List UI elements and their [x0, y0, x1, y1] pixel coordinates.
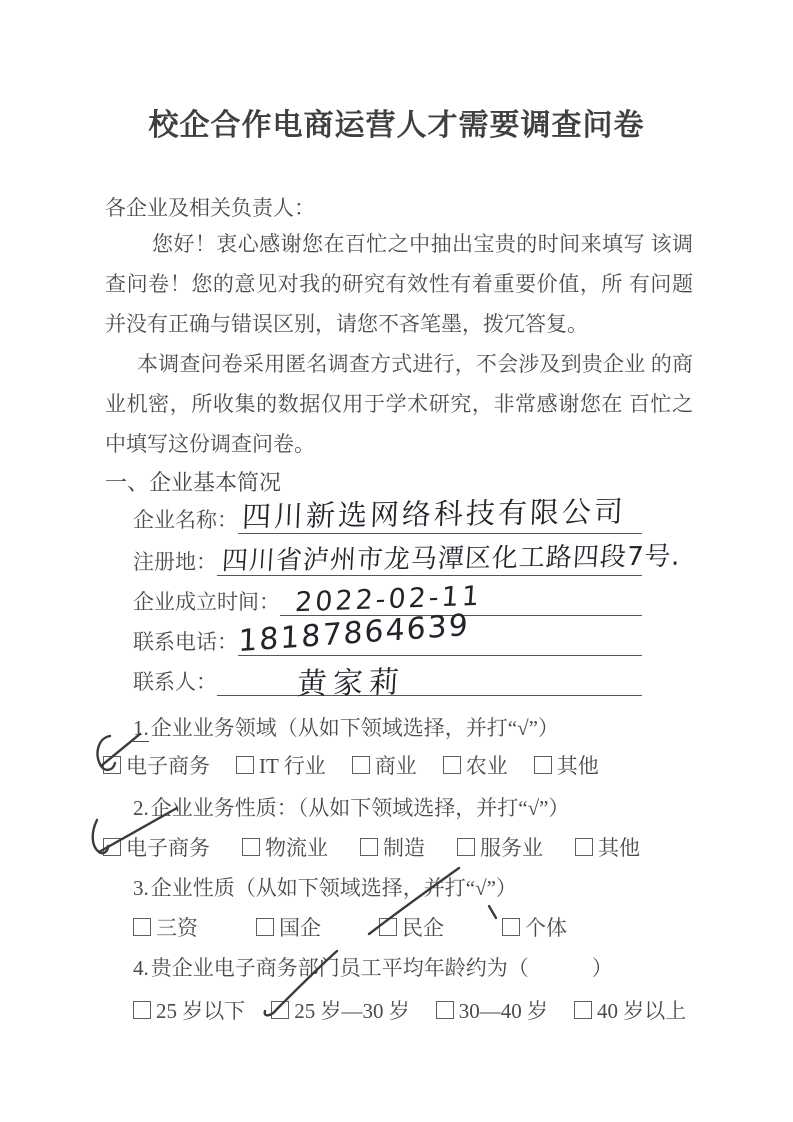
option-state-owned[interactable]	[256, 912, 321, 942]
question-number: 3.	[133, 876, 149, 900]
option-label: 个体	[525, 916, 567, 940]
option-over-40[interactable]	[574, 995, 686, 1025]
option-25-to-30[interactable]	[271, 995, 410, 1025]
option-label: 服务业	[480, 836, 543, 860]
option-label: IT 行业	[259, 754, 326, 778]
option-it-industry[interactable]	[236, 750, 326, 780]
option-30-to-40[interactable]	[436, 995, 548, 1025]
checkbox[interactable]	[271, 1001, 289, 1019]
checkbox[interactable]	[534, 756, 552, 774]
option-commerce[interactable]	[352, 750, 417, 780]
field-input-line[interactable]	[217, 669, 642, 696]
option-label: 物流业	[265, 836, 328, 860]
checkbox[interactable]	[360, 838, 378, 856]
option-ecommerce[interactable]	[103, 750, 210, 780]
field-label: 联系电话：	[133, 630, 238, 654]
option-label: 制造	[383, 836, 425, 860]
question-text: 企业业务领域（从如下领域选择，并打“√”）	[150, 716, 559, 740]
checkbox[interactable]	[256, 918, 274, 936]
section-heading: 一、企业基本简况	[105, 470, 282, 495]
handwritten-contact-name: 黄家莉	[295, 665, 406, 702]
intro-paragraph-2: 本调查问卷采用匿名调查方式进行，不会涉及到贵企业 的商业机密，所收集的数据仅用于学术研究，非常感谢您在 百忙之中填写这份调查问卷。	[105, 352, 693, 456]
option-label: 国企	[279, 916, 321, 940]
option-individual-business[interactable]	[502, 912, 567, 942]
checkbox[interactable]	[379, 918, 397, 936]
option-label: 商业	[374, 754, 417, 778]
question-text: 企业业务性质：（从如下领域选择，并打“√”）	[150, 796, 570, 820]
option-label: 其他	[556, 754, 599, 778]
option-agriculture[interactable]	[443, 750, 508, 780]
question-number: 4.	[133, 956, 149, 980]
question-1	[133, 712, 559, 742]
option-label: 25 岁以下	[156, 999, 246, 1023]
handwritten-company-name: 四川新选网络科技有限公司	[241, 494, 627, 534]
question-4-options	[133, 995, 686, 1025]
question-4	[133, 952, 613, 982]
option-services[interactable]	[457, 832, 543, 862]
field-label: 企业名称：	[133, 508, 238, 532]
option-under-25[interactable]	[133, 995, 245, 1025]
option-label: 其他	[598, 836, 640, 860]
option-logistics[interactable]	[242, 832, 328, 862]
field-label: 注册地：	[133, 550, 217, 574]
checkbox[interactable]	[436, 1001, 454, 1019]
question-number: 2.	[133, 796, 149, 820]
checkbox[interactable]	[103, 838, 121, 856]
checkbox[interactable]	[242, 838, 260, 856]
handwritten-address: 四川省泸州市龙马潭区化工路四段7号.	[220, 541, 682, 577]
question-number: 1.	[133, 716, 149, 740]
checkbox[interactable]	[443, 756, 461, 774]
handwritten-phone: 18187864639	[237, 607, 471, 660]
question-1-options	[103, 750, 599, 780]
option-label: 25 岁—30 岁	[294, 999, 410, 1023]
checkbox[interactable]	[352, 756, 370, 774]
question-text: 贵企业电子商务部门员工平均年龄约为（ ）	[150, 956, 613, 980]
question-3-options	[133, 912, 567, 942]
option-label: 30—40 岁	[458, 999, 548, 1023]
option-label: 40 岁以上	[597, 999, 687, 1023]
question-3	[133, 872, 517, 902]
option-foreign-funded[interactable]	[133, 912, 198, 942]
option-label: 农业	[465, 754, 508, 778]
option-other[interactable]	[534, 750, 599, 780]
checkbox[interactable]	[133, 1001, 151, 1019]
question-2	[133, 792, 569, 822]
option-private-enterprise[interactable]	[379, 912, 444, 942]
page-title: 校企合作电商运营人才需要调查问卷	[148, 109, 645, 142]
option-label: 民企	[402, 916, 444, 940]
option-ecommerce[interactable]	[103, 832, 210, 862]
checkbox[interactable]	[575, 838, 593, 856]
field-label: 企业成立时间：	[133, 590, 280, 614]
checkbox[interactable]	[133, 918, 151, 936]
checkbox[interactable]	[502, 918, 520, 936]
checkbox[interactable]	[103, 756, 121, 774]
field-label: 联系人：	[133, 670, 217, 694]
intro-paragraph-1: 您好！衷心感谢您在百忙之中抽出宝贵的时间来填写 该调查问卷！您的意见对我的研究有效性有着重要价值，所 有问题并没有正确与错误区别，请您不吝笔墨，拨冗答复。	[105, 232, 693, 336]
question-2-options	[103, 832, 640, 862]
handwritten-tick-mark	[486, 904, 500, 922]
option-label: 电子商务	[126, 836, 210, 860]
option-manufacturing[interactable]	[360, 832, 425, 862]
question-text: 企业性质（从如下领域选择，并打“√”）	[150, 876, 517, 900]
option-label: 电子商务	[126, 754, 210, 778]
checkbox[interactable]	[457, 838, 475, 856]
handwritten-founding-date: 2022-02-11	[293, 580, 483, 619]
checkbox[interactable]	[236, 756, 254, 774]
salutation: 各企业及相关负责人：	[105, 196, 315, 220]
option-label: 三资	[156, 916, 198, 940]
checkbox[interactable]	[574, 1001, 592, 1019]
option-other[interactable]	[575, 832, 640, 862]
